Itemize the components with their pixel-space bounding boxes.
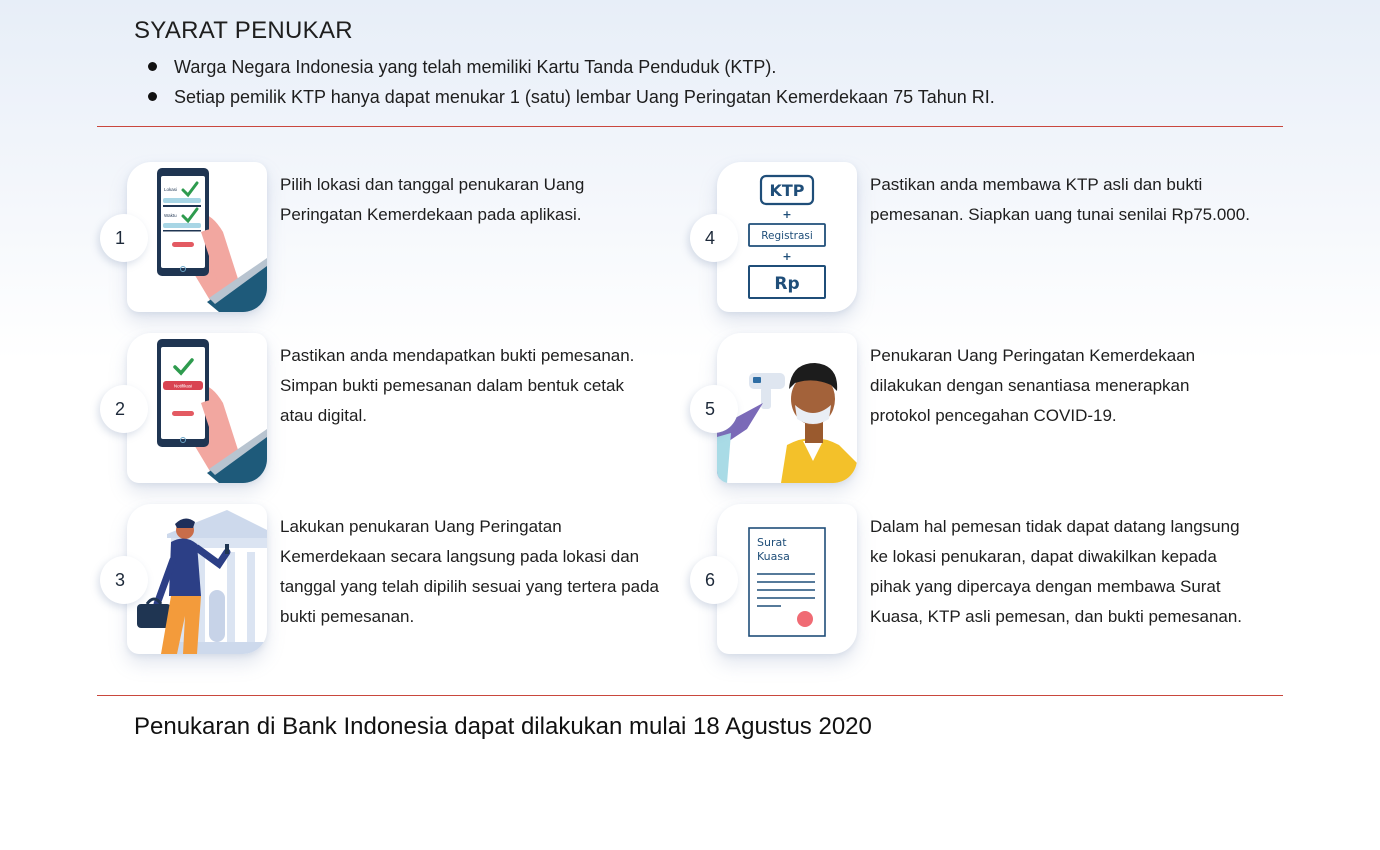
phone-checklist-icon: [127, 162, 267, 312]
lokasi-label: Lokasi: [164, 187, 178, 192]
person-at-bank-icon: [127, 504, 267, 654]
step-5: [690, 333, 1250, 483]
step-number: 5: [690, 385, 738, 433]
phone-notification-icon: [127, 333, 267, 483]
step-description: Dalam hal pemesan tidak dapat datang langsung ke lokasi penukaran, dapat diwakilkan kepada pihak yang dipercaya dengan membawa Surat Kuasa, KTP asli pemesan, dan bukti pemesanan.: [870, 517, 1243, 626]
step-6-illustration: [717, 504, 857, 654]
requirements-list: [146, 52, 995, 112]
step-1: [100, 162, 660, 312]
temperature-check-icon: [717, 333, 857, 483]
step-number: 1: [100, 214, 148, 262]
footer-note: Penukaran di Bank Indonesia dapat dilakukan mulai 18 Agustus 2020: [134, 713, 872, 740]
requirement-item: Setiap pemilik KTP hanya dapat menukar 1 (satu) lembar Uang Peringatan Kemerdekaan 75 Tahun RI.: [146, 82, 995, 112]
kuasa-label: Kuasa: [757, 550, 790, 563]
step-3: [100, 504, 660, 654]
step-6: [690, 504, 1250, 654]
step-description: Pastikan anda mendapatkan bukti pemesanan. Simpan bukti pemesanan dalam bentuk cetak atau digital.: [280, 346, 635, 425]
notifikasi-label: Notifikasi: [173, 383, 193, 389]
step-description: Lakukan penukaran Uang Peringatan Kemerdekaan secara langsung pada lokasi dan tanggal yang telah dipilih sesuai yang tertera pada bukti pemesanan.: [280, 517, 659, 626]
ktp-label: KTP: [769, 181, 805, 200]
step-number: 6: [690, 556, 738, 604]
step-description: Pastikan anda membawa KTP asli dan bukti pemesanan. Siapkan uang tunai senilai Rp75.000.: [870, 175, 1250, 224]
plus-sign: +: [782, 250, 792, 263]
ktp-registrasi-rp-icon: [717, 162, 857, 312]
step-2-illustration: [127, 333, 267, 483]
step-3-illustration: [127, 504, 267, 654]
step-number: 2: [100, 385, 148, 433]
step-4-illustration: [717, 162, 857, 312]
page-title: SYARAT PENUKAR: [134, 17, 353, 44]
step-number: 4: [690, 214, 738, 262]
requirement-item: Warga Negara Indonesia yang telah memiliki Kartu Tanda Penduduk (KTP).: [146, 52, 995, 82]
plus-sign: +: [782, 208, 792, 221]
step-description: Penukaran Uang Peringatan Kemerdekaan dilakukan dengan senantiasa menerapkan protokol pencegahan COVID-19.: [870, 346, 1196, 425]
top-divider: [97, 126, 1283, 127]
step-5-illustration: [717, 333, 857, 483]
surat-label: Surat: [757, 536, 787, 549]
step-2: [100, 333, 660, 483]
step-4: [690, 162, 1250, 312]
registrasi-label: Registrasi: [761, 230, 813, 242]
step-1-illustration: [127, 162, 267, 312]
step-description: Pilih lokasi dan tanggal penukaran Uang Peringatan Kemerdekaan pada aplikasi.: [280, 175, 585, 224]
rp-label: Rp: [774, 274, 800, 294]
surat-kuasa-document-icon: [717, 504, 857, 654]
bottom-divider: [97, 695, 1283, 696]
waktu-label: Waktu: [164, 213, 177, 218]
step-number: 3: [100, 556, 148, 604]
